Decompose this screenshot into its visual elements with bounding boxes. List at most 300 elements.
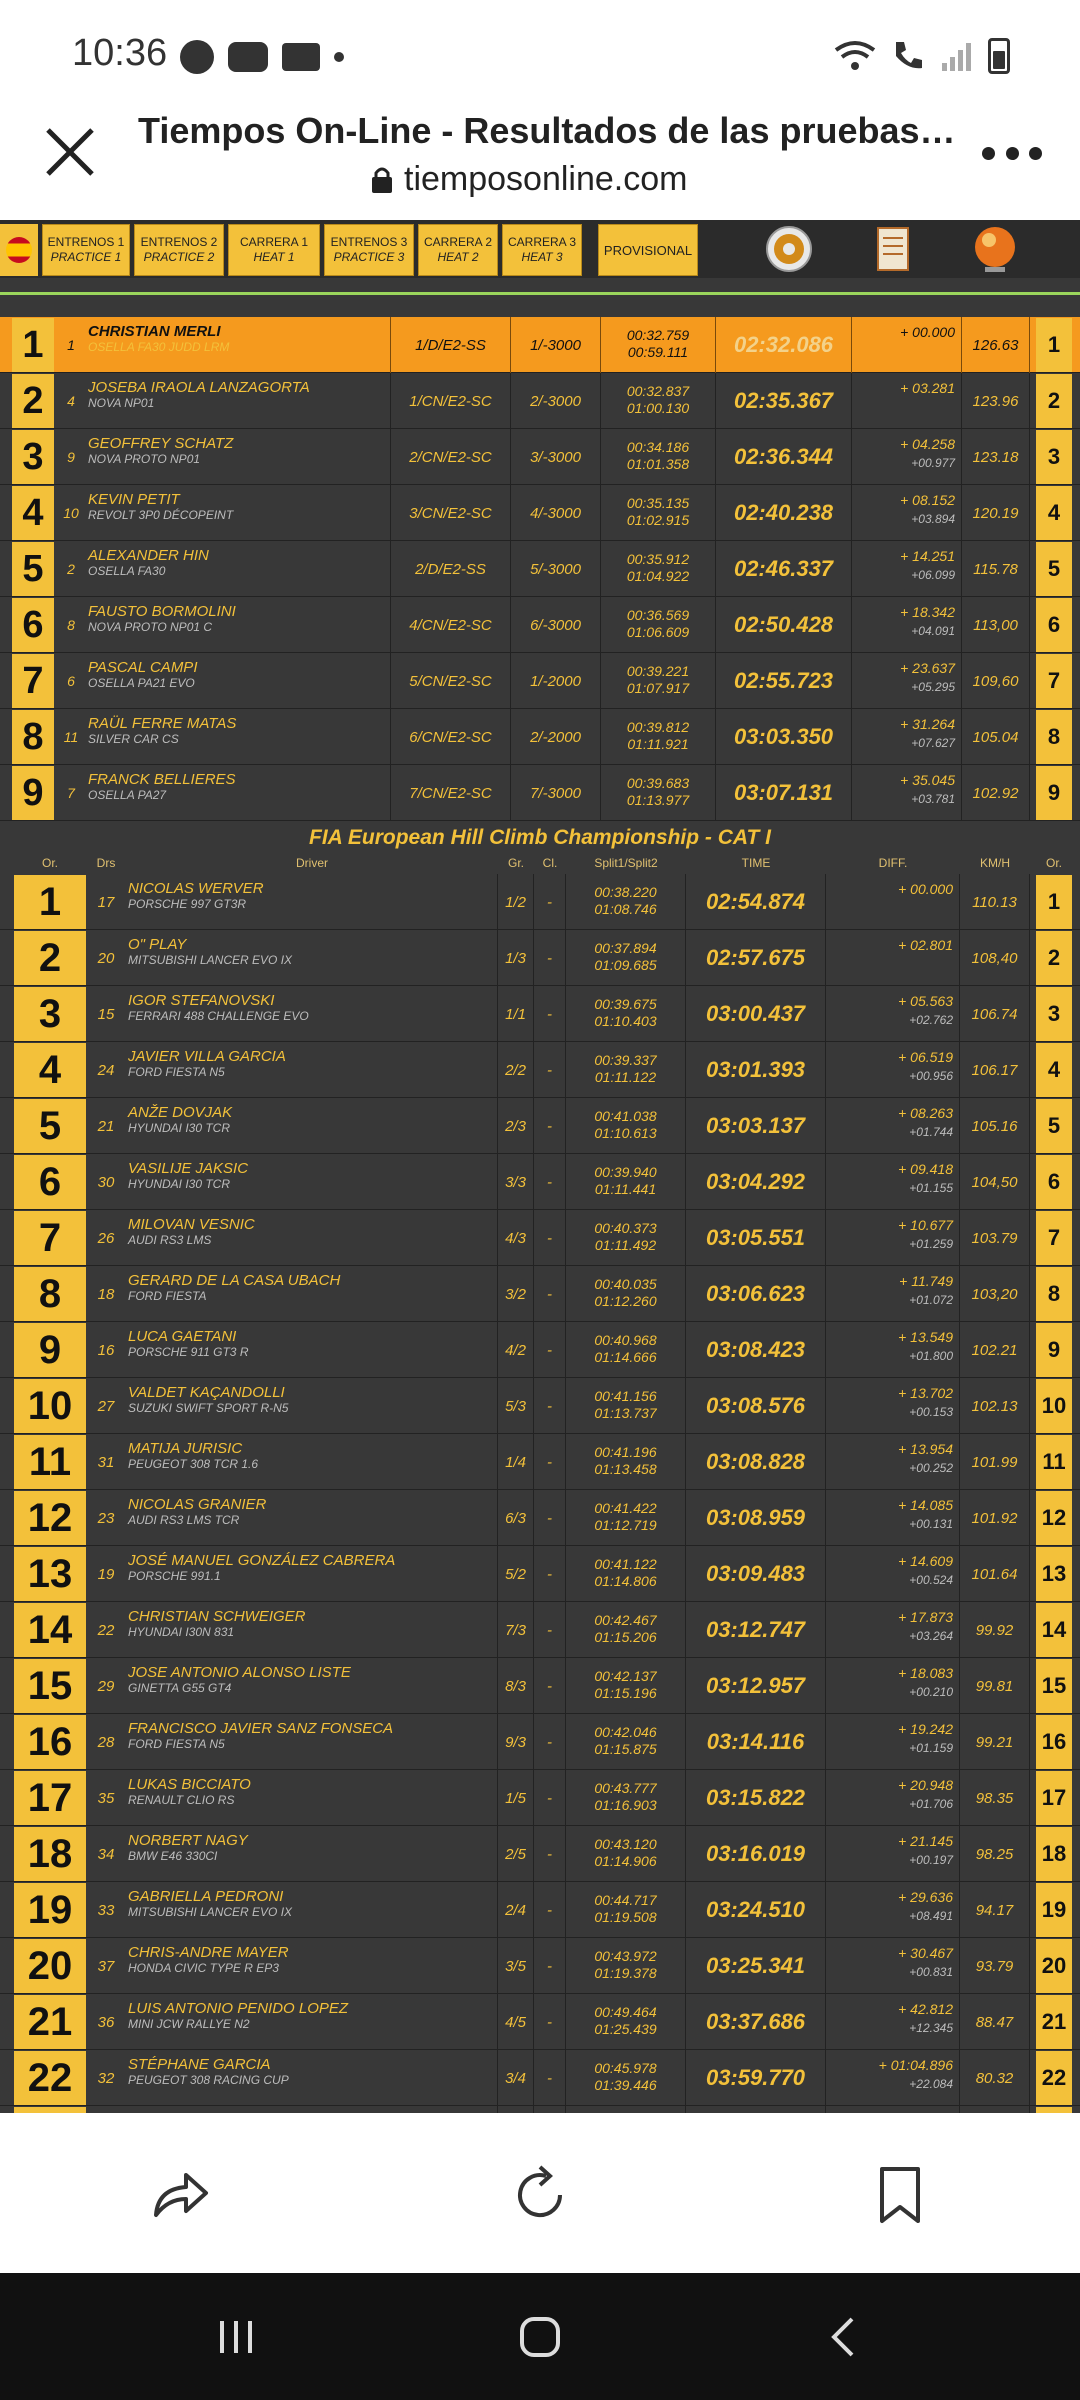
diff-previous: +01.706	[909, 1797, 953, 1811]
split1-value: 00:41.122	[594, 1556, 657, 1572]
car-name: REVOLT 3P0 DÉCOPEINT	[88, 508, 234, 522]
driver-cell	[126, 1714, 498, 1770]
table-row[interactable]	[0, 986, 1080, 1042]
group-cell: 1/3	[498, 930, 534, 986]
time-cell: 03:03.350	[716, 709, 852, 765]
diff-cell	[826, 986, 960, 1042]
time-cell: 03:12.957	[686, 1658, 826, 1714]
split-cell	[566, 1154, 686, 1210]
dorsal-number: 6	[67, 673, 75, 689]
time-cell: 03:06.623	[686, 1266, 826, 1322]
speed-cell: 80.32	[960, 2050, 1030, 2106]
driver-name: VASILIJE JAKSIC	[128, 1160, 249, 1177]
diff-previous: +08.491	[909, 1909, 953, 1923]
time-cell: 02:35.367	[716, 373, 852, 429]
position-badge-right: 8	[1036, 1267, 1072, 1321]
table-row[interactable]	[0, 709, 1080, 765]
table-row[interactable]	[0, 317, 1080, 373]
diff-previous: +00.977	[911, 456, 955, 470]
driver-cell	[126, 2050, 498, 2106]
table-row[interactable]	[0, 1770, 1080, 1826]
position-badge-right: 7	[1036, 654, 1072, 708]
class-cell: 2/-2000	[511, 709, 601, 765]
diff-cell	[852, 429, 962, 485]
diff-leader: + 23.637	[900, 660, 955, 676]
car-name: BMW E46 330CI	[128, 1849, 218, 1863]
split-cell	[601, 317, 716, 373]
reload-icon[interactable]	[508, 2163, 572, 2227]
diff-cell	[826, 1602, 960, 1658]
group-cell: 3/4	[498, 2050, 534, 2106]
youtube-icon	[228, 42, 268, 72]
split-cell	[566, 1602, 686, 1658]
driver-name: FRANCISCO JAVIER SANZ FONSECA	[128, 1720, 394, 1737]
group-cell: 1/2	[498, 874, 534, 930]
split-cell	[566, 1826, 686, 1882]
tab-heat-2[interactable]	[418, 224, 498, 276]
diff-previous: +00.210	[909, 1685, 953, 1699]
driver-name: GERARD DE LA CASA UBACH	[128, 1272, 341, 1289]
tab-heat-3[interactable]	[502, 224, 582, 276]
facebook-icon	[180, 40, 214, 74]
url-text[interactable]: tiemposonline.com	[404, 160, 688, 198]
tab-sublabel: PRACTICE 1	[50, 250, 122, 264]
time-cell: 03:05.551	[686, 1210, 826, 1266]
header-dorsal: Drs	[96, 856, 116, 870]
table-row[interactable]	[0, 485, 1080, 541]
driver-cell	[86, 597, 391, 653]
split-cell	[566, 2050, 686, 2106]
class-cell: 5/-3000	[511, 541, 601, 597]
speed-cell: 99.21	[960, 1714, 1030, 1770]
diff-leader: + 17.873	[898, 1609, 953, 1625]
diff-leader: + 08.263	[898, 1105, 953, 1121]
split2-value: 01:04.922	[626, 568, 690, 584]
position-badge: 13	[14, 1547, 86, 1601]
diff-leader: + 20.948	[898, 1777, 953, 1793]
session-tabs	[0, 220, 1080, 278]
diff-leader: + 13.549	[898, 1329, 953, 1345]
split-cell	[601, 429, 716, 485]
split2-value: 01:12.260	[594, 1293, 657, 1309]
diff-previous: +07.627	[911, 736, 955, 750]
table-row[interactable]	[0, 1098, 1080, 1154]
dorsal-number: 7	[67, 785, 75, 801]
group-cell: 8/3	[498, 1658, 534, 1714]
position-badge: 22	[14, 2051, 86, 2105]
diff-cell	[826, 874, 960, 930]
car-name: AUDI RS3 LMS	[128, 1233, 212, 1247]
group-cell: 1/4	[498, 1434, 534, 1490]
diff-previous: +01.072	[909, 1293, 953, 1307]
car-name: NOVA NP01	[88, 396, 155, 410]
position-badge-right: 2	[1036, 931, 1072, 985]
class-cell: 3/-3000	[511, 429, 601, 485]
driver-cell	[126, 1098, 498, 1154]
split-cell	[566, 1938, 686, 1994]
time-cell: 02:57.675	[686, 930, 826, 986]
table-row[interactable]	[0, 541, 1080, 597]
speed-cell: 105.04	[962, 709, 1030, 765]
group-cell: 3/2	[498, 1266, 534, 1322]
diff-cell	[826, 1882, 960, 1938]
class-cell: -	[534, 1546, 566, 1602]
class-cell: -	[534, 1938, 566, 1994]
position-badge: 4	[14, 1043, 86, 1097]
table-row[interactable]	[0, 1434, 1080, 1490]
dorsal-number: 8	[67, 617, 75, 633]
car-name: RENAULT CLIO RS	[128, 1793, 235, 1807]
split1-value: 00:42.137	[594, 1668, 657, 1684]
split-cell	[566, 874, 686, 930]
car-name: PORSCHE 997 GT3R	[128, 897, 247, 911]
split1-value: 00:37.894	[594, 940, 657, 956]
position-badge: 6	[14, 1155, 86, 1209]
dorsal-number: 24	[97, 1061, 115, 1079]
notification-icons	[180, 40, 344, 74]
driver-cell	[86, 373, 391, 429]
tab-label: ENTRENOS 2	[140, 235, 218, 249]
category-title: FIA European Hill Climb Championship - CAT I	[309, 826, 771, 849]
split1-value: 00:49.464	[594, 2004, 657, 2020]
diff-leader: + 30.467	[898, 1945, 953, 1961]
diff-leader: + 14.085	[898, 1497, 953, 1513]
table-row[interactable]	[0, 874, 1080, 930]
diff-cell	[852, 765, 962, 821]
table-row[interactable]	[0, 1882, 1080, 1938]
header-group: Gr.	[507, 856, 524, 870]
dorsal-number: 20	[97, 949, 115, 967]
split-cell	[566, 1658, 686, 1714]
class-cell: 7/-3000	[511, 765, 601, 821]
car-name: OSELLA FA30 JUDD LRM	[88, 340, 230, 354]
diff-cell	[826, 1098, 960, 1154]
document-icon[interactable]	[866, 222, 920, 276]
car-name: OSELLA PA27	[88, 788, 167, 802]
position-badge: 4	[12, 486, 54, 540]
position-badge-right: 7	[1036, 1211, 1072, 1265]
table-row[interactable]	[0, 1266, 1080, 1322]
speed-cell: 109,60	[962, 653, 1030, 709]
header-position-right: Or.	[1045, 856, 1062, 870]
position-badge-right: 17	[1036, 1771, 1072, 1825]
tab-label: ENTRENOS 1	[47, 235, 125, 249]
diff-previous: +03.781	[911, 792, 955, 806]
car-name: MITSUBISHI LANCER EVO IX	[128, 1905, 293, 1919]
diff-previous: +03.264	[909, 1629, 953, 1643]
table-row[interactable]	[0, 1938, 1080, 1994]
system-navigation-bar	[0, 2273, 1080, 2400]
share-icon[interactable]	[148, 2163, 212, 2227]
split-cell	[566, 1994, 686, 2050]
split-cell	[601, 709, 716, 765]
tab-practice-1[interactable]	[42, 224, 130, 276]
browser-header	[0, 100, 1080, 220]
time-cell: 02:55.723	[716, 653, 852, 709]
driver-name: IGOR STEFANOVSKI	[128, 992, 275, 1009]
position-badge: 8	[12, 710, 54, 764]
diff-previous: +00.252	[909, 1461, 953, 1475]
split-cell	[566, 1434, 686, 1490]
split2-value: 01:01.358	[626, 456, 690, 472]
dorsal-number: 26	[97, 1229, 115, 1247]
diff-leader: + 01:04.896	[878, 2057, 953, 2073]
class-cell: -	[534, 874, 566, 930]
split2-value: 01:11.122	[594, 1069, 657, 1085]
table-row[interactable]	[0, 2050, 1080, 2106]
dorsal-number: 1	[67, 337, 75, 353]
time-cell: 03:16.019	[686, 1826, 826, 1882]
home-icon[interactable]	[516, 2313, 564, 2361]
position-badge: 12	[14, 1491, 86, 1545]
group-cell: 1/5	[498, 1770, 534, 1826]
split1-value: 00:39.940	[594, 1164, 657, 1180]
diff-leader: + 14.609	[898, 1553, 953, 1569]
position-badge-right: 19	[1036, 1883, 1072, 1937]
table-row[interactable]	[0, 1322, 1080, 1378]
divider	[0, 292, 1080, 295]
position-badge-right: 9	[1036, 766, 1072, 820]
diff-cell	[826, 1378, 960, 1434]
back-icon[interactable]	[820, 2313, 868, 2361]
diff-cell	[826, 1546, 960, 1602]
time-cell: 03:25.341	[686, 1938, 826, 1994]
table-row[interactable]	[0, 930, 1080, 986]
class-cell: -	[534, 1602, 566, 1658]
driver-cell	[126, 1210, 498, 1266]
class-cell: 2/-3000	[511, 373, 601, 429]
table-row[interactable]	[0, 1658, 1080, 1714]
split2-value: 01:11.921	[627, 736, 689, 752]
driver-cell	[126, 874, 498, 930]
speed-cell: 120.19	[962, 485, 1030, 541]
tab-heat-1[interactable]	[228, 224, 320, 276]
table-row[interactable]	[0, 653, 1080, 709]
dorsal-number: 23	[97, 1509, 115, 1527]
position-badge-right: 11	[1036, 1435, 1072, 1489]
position-badge: 1	[14, 875, 86, 929]
tab-sublabel: HEAT 2	[437, 250, 479, 264]
driver-name: KEVIN PETIT	[88, 491, 180, 508]
split1-value: 00:43.777	[594, 1780, 657, 1796]
dorsal-number: 4	[67, 393, 75, 409]
diff-cell	[826, 1938, 960, 1994]
position-badge-right: 20	[1036, 1939, 1072, 1993]
class-cell: -	[534, 1210, 566, 1266]
split-cell	[566, 1266, 686, 1322]
car-name: OSELLA FA30	[88, 564, 166, 578]
position-badge: 1	[12, 318, 54, 372]
time-cell: 03:01.393	[686, 1042, 826, 1098]
diff-leader: + 18.342	[900, 604, 955, 620]
diff-cell	[852, 597, 962, 653]
split1-value: 00:41.196	[594, 1444, 657, 1460]
diff-leader: + 00.000	[898, 881, 953, 897]
split2-value: 01:11.441	[594, 1181, 657, 1197]
driver-name: FRANCK BELLIERES	[88, 771, 236, 788]
table-row[interactable]	[0, 1490, 1080, 1546]
split1-value: 00:39.683	[626, 775, 690, 791]
speed-cell: 102.21	[960, 1322, 1030, 1378]
group-cell: 6/3	[498, 1490, 534, 1546]
split2-value: 01:07.917	[626, 680, 690, 696]
position-badge-right: 9	[1036, 1323, 1072, 1377]
group-cell: 7/CN/E2-SC	[391, 765, 511, 821]
diff-previous: +00.956	[909, 1069, 953, 1083]
speed-cell: 88.47	[960, 1994, 1030, 2050]
diff-cell	[826, 1434, 960, 1490]
split2-value: 01:16.903	[594, 1797, 657, 1813]
split1-value: 00:32.759	[626, 327, 690, 343]
tab-provisional[interactable]: PROVISIONAL	[598, 224, 698, 276]
table-row[interactable]	[0, 1994, 1080, 2050]
tab-practice-2[interactable]	[134, 224, 224, 276]
speed-cell: 94.17	[960, 1882, 1030, 1938]
table-row[interactable]	[0, 429, 1080, 485]
driver-name: LUKAS BICCIATO	[128, 1776, 251, 1793]
dorsal-number: 19	[97, 1565, 115, 1583]
header-kmh: KM/H	[980, 856, 1010, 870]
split1-value: 00:41.038	[594, 1108, 657, 1124]
time-cell: 03:15.822	[686, 1770, 826, 1826]
class-cell: -	[534, 1154, 566, 1210]
diff-cell	[826, 1770, 960, 1826]
table-row[interactable]	[0, 597, 1080, 653]
car-name: SILVER CAR CS	[88, 732, 179, 746]
driver-cell	[126, 1042, 498, 1098]
tab-practice-3[interactable]	[324, 224, 414, 276]
category-results-table	[0, 874, 1080, 2162]
speed-cell: 106.74	[960, 986, 1030, 1042]
time-cell: 03:14.116	[686, 1714, 826, 1770]
time-cell: 02:54.874	[686, 874, 826, 930]
diff-previous: +00.831	[909, 1965, 953, 1979]
table-row[interactable]	[0, 1714, 1080, 1770]
class-cell: -	[534, 986, 566, 1042]
group-cell: 5/CN/E2-SC	[391, 653, 511, 709]
globe-icon[interactable]	[968, 222, 1022, 276]
table-row[interactable]	[0, 373, 1080, 429]
table-row[interactable]	[0, 1378, 1080, 1434]
split1-value: 00:34.186	[626, 439, 690, 455]
spain-flag-icon[interactable]	[0, 224, 38, 276]
table-row[interactable]	[0, 1602, 1080, 1658]
driver-cell	[126, 1882, 498, 1938]
position-badge: 9	[14, 1323, 86, 1377]
split1-value: 00:39.221	[626, 663, 690, 679]
recent-apps-icon[interactable]	[212, 2313, 260, 2361]
split-cell	[566, 1490, 686, 1546]
split-cell	[566, 1042, 686, 1098]
diff-cell	[826, 1266, 960, 1322]
table-row[interactable]	[0, 765, 1080, 821]
time-cell: 03:12.747	[686, 1602, 826, 1658]
driver-cell	[126, 1490, 498, 1546]
car-name: HONDA CIVIC TYPE R EP3	[128, 1961, 279, 1975]
diff-leader: + 18.083	[898, 1665, 953, 1681]
driver-cell	[86, 653, 391, 709]
split1-value: 00:42.046	[594, 1724, 657, 1740]
tab-label: ENTRENOS 3	[330, 235, 408, 249]
time-cell: 02:46.337	[716, 541, 852, 597]
car-name: HYUNDAI I30 TCR	[128, 1121, 231, 1135]
split-cell	[601, 541, 716, 597]
split1-value: 00:42.467	[594, 1612, 657, 1628]
split2-value: 00:59.111	[627, 344, 689, 360]
dorsal-number: 35	[97, 1789, 115, 1807]
class-cell: -	[534, 930, 566, 986]
speed-cell: 105.16	[960, 1098, 1030, 1154]
driver-name: LUIS ANTONIO PENIDO LOPEZ	[128, 2000, 349, 2017]
driver-name: JAVIER VILLA GARCIA	[128, 1048, 286, 1065]
split-cell	[601, 765, 716, 821]
driver-cell	[126, 1938, 498, 1994]
position-badge-right: 4	[1036, 1043, 1072, 1097]
speed-cell: 93.79	[960, 1938, 1030, 1994]
split2-value: 01:14.906	[594, 1853, 657, 1869]
class-cell: -	[534, 2050, 566, 2106]
diff-cell	[826, 1154, 960, 1210]
group-cell: 3/5	[498, 1938, 534, 1994]
class-cell: -	[534, 1266, 566, 1322]
position-badge: 5	[14, 1099, 86, 1153]
table-row[interactable]	[0, 1210, 1080, 1266]
dorsal-number: 37	[97, 1957, 115, 1975]
split1-value: 00:38.220	[594, 884, 657, 900]
header-splits: Split1/Split2	[594, 856, 658, 870]
time-cell: 02:40.238	[716, 485, 852, 541]
driver-cell	[126, 930, 498, 986]
group-cell: 2/5	[498, 1826, 534, 1882]
header-time: TIME	[741, 856, 771, 870]
diff-cell	[826, 1322, 960, 1378]
split-cell	[601, 597, 716, 653]
table-row[interactable]	[0, 1546, 1080, 1602]
split1-value: 00:39.812	[626, 719, 690, 735]
position-badge: 2	[14, 931, 86, 985]
dorsal-number: 36	[97, 2013, 115, 2031]
speed-cell: 115.78	[962, 541, 1030, 597]
table-row[interactable]	[0, 1042, 1080, 1098]
split2-value: 01:12.719	[594, 1517, 657, 1533]
speed-cell: 102.13	[960, 1378, 1030, 1434]
dorsal-number: 16	[97, 1341, 115, 1359]
position-badge: 18	[14, 1827, 86, 1881]
speed-cell: 103.79	[960, 1210, 1030, 1266]
split2-value: 01:19.508	[594, 1909, 657, 1925]
table-row[interactable]	[0, 1154, 1080, 1210]
group-cell: 2/2	[498, 1042, 534, 1098]
car-name: NOVA PROTO NP01	[88, 452, 201, 466]
table-row[interactable]	[0, 1826, 1080, 1882]
overflow-menu-icon[interactable]	[982, 138, 1042, 168]
dorsal-number: 21	[97, 1117, 115, 1135]
close-icon[interactable]	[40, 122, 100, 182]
bookmark-icon[interactable]	[868, 2163, 932, 2227]
group-cell: 1/D/E2-SS	[391, 317, 511, 373]
split2-value: 01:00.130	[626, 400, 690, 416]
diff-leader: + 35.045	[900, 772, 955, 788]
split-cell	[566, 1098, 686, 1154]
group-cell: 2/3	[498, 1098, 534, 1154]
dorsal-number: 15	[97, 1005, 115, 1023]
group-cell: 4/2	[498, 1322, 534, 1378]
url-bar[interactable]	[370, 160, 687, 199]
group-cell: 2/4	[498, 1882, 534, 1938]
steering-wheel-icon[interactable]	[762, 222, 816, 276]
split2-value: 01:02.915	[626, 512, 690, 528]
diff-cell	[826, 930, 960, 986]
